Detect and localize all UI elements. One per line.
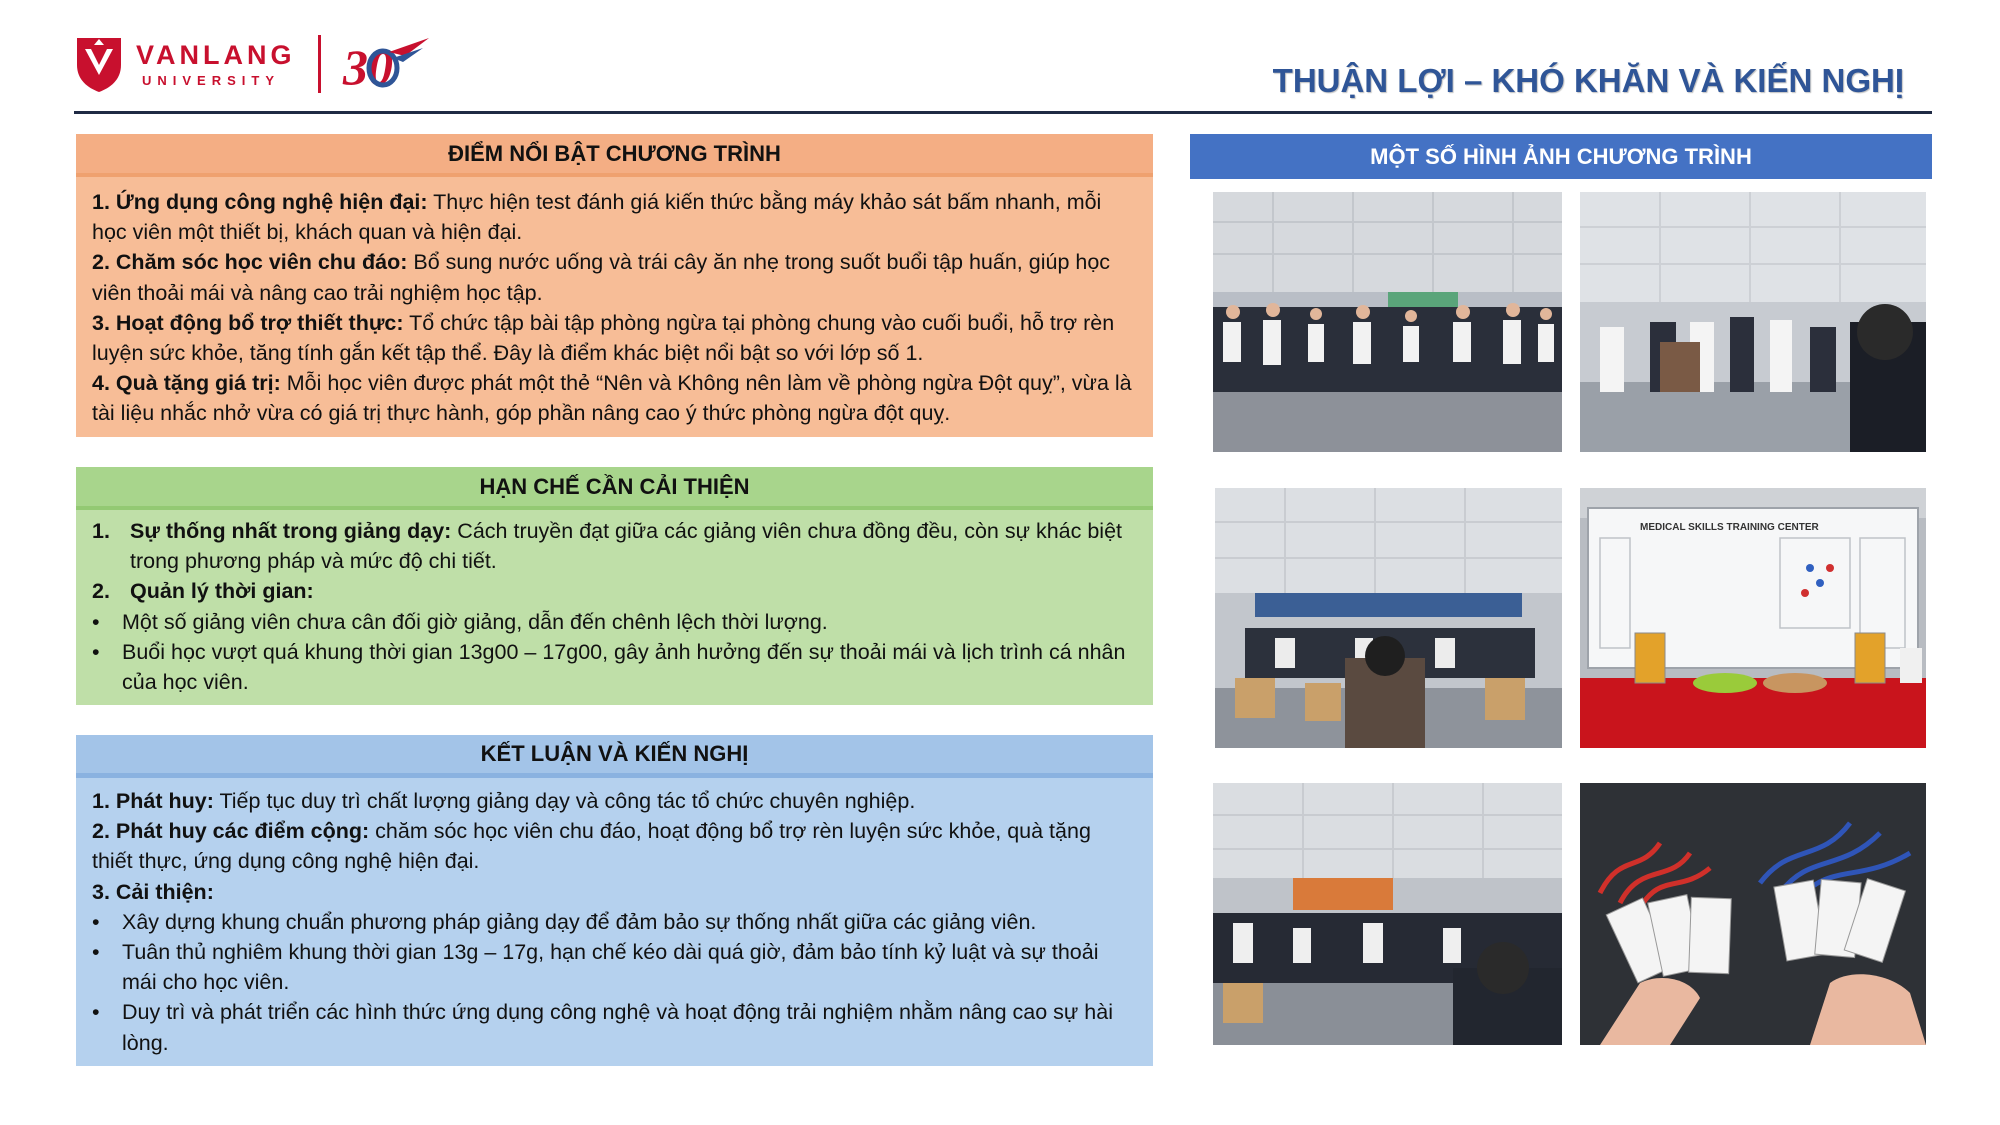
photo-seated-lecture — [1215, 488, 1562, 748]
bullet-glyph: • — [92, 639, 100, 664]
photo-whiteboard-snacks — [1580, 488, 1926, 748]
bullet-text: Duy trì và phát triển các hình thức ứng dụng công nghệ và hoạt động trải nghiệm nhằm nâng cao sự hài lòng. — [122, 1000, 1113, 1055]
highlights-heading: ĐIỂM NỔI BẬT CHƯƠNG TRÌNH — [76, 134, 1153, 177]
highlight-label: 3. Hoạt động bổ trợ thiết thực: — [92, 310, 404, 335]
logo-subname: UNIVERSITY — [142, 72, 281, 88]
conclusion-item — [92, 786, 1137, 816]
conclusion-item — [92, 816, 1137, 876]
limitation-item — [92, 576, 1137, 606]
bullet-glyph: • — [92, 609, 100, 634]
logo-name: VANLANG — [136, 39, 296, 70]
bullet-text: Buổi học vượt quá khung thời gian 13g00 – 17g00, gây ảnh hưởng đến sự thoải mái và lịch trình cá nhân của học viên. — [122, 639, 1126, 695]
conclusion-label: 2. Phát huy các điểm cộng: — [92, 819, 370, 844]
highlight-text: Thực hiện test đánh giá kiến thức bằng máy khảo sát bấm nhanh, mỗi học viên một thiết bị, khách quan và hiện đại. — [92, 190, 1102, 245]
bullet-glyph: • — [92, 940, 100, 965]
bullet-text: Tuân thủ nghiêm khung thời gian 13g – 17g, hạn chế kéo dài quá giờ, đảm bảo tính kỷ luật và sự thoải mái cho học viên. — [122, 940, 1099, 995]
conclusion-bullet — [92, 937, 1137, 997]
limitation-number: 2. — [92, 579, 110, 604]
bullet-glyph: • — [92, 909, 100, 934]
highlight-item — [92, 187, 1137, 247]
vanlang-logo — [74, 34, 431, 94]
logo-divider — [318, 35, 321, 93]
vanlang-shield-icon — [74, 35, 124, 93]
limitation-bullet — [92, 637, 1137, 697]
photo-exercise-room — [1580, 192, 1926, 452]
conclusion-heading: KẾT LUẬN VÀ KIẾN NGHỊ — [76, 735, 1153, 778]
highlights-body — [76, 177, 1153, 439]
anniversary-30-logo — [339, 34, 431, 94]
photo-prevention-cards — [1580, 783, 1926, 1045]
slide-title: THUẬN LỢI – KHÓ KHĂN VÀ KIẾN NGHỊ — [1272, 62, 1904, 99]
limitation-text: Cách truyền đạt giữa các giảng viên chưa đồng đều, còn sự khác biệt trong phương pháp và mức độ chi tiết. — [130, 519, 1122, 574]
highlight-label: 4. Quà tặng giá trị: — [92, 371, 281, 396]
bullet-text: Một số giảng viên chưa cân đối giờ giảng, dẫn đến chênh lệch thời lượng. — [122, 609, 828, 634]
highlight-text: Tổ chức tập bài tập phòng ngừa tại phòng chung vào cuối buổi, hỗ trợ rèn luyện sức khỏe, tăng tính gắn kết tập thể. Đây là điểm khác biệt nổi bật so với lớp số 1. — [92, 310, 1115, 366]
whiteboard-sign: MEDICAL SKILLS TRAINING CENTER — [1640, 522, 1819, 533]
limitation-label: Sự thống nhất trong giảng dạy: — [130, 519, 452, 543]
limitation-item — [92, 516, 1137, 576]
highlights-panel — [76, 134, 1153, 437]
limitations-body — [76, 510, 1153, 707]
conclusion-panel — [76, 735, 1153, 1066]
conclusion-text: Tiếp tục duy trì chất lượng giảng dạy và công tác tổ chức chuyên nghiệp. — [213, 789, 916, 813]
photo-group-hall — [1213, 192, 1562, 452]
photo-audience — [1213, 783, 1562, 1045]
limitation-label: Quản lý thời gian: — [130, 579, 314, 604]
conclusion-bullet — [92, 907, 1137, 937]
highlight-item — [92, 247, 1137, 307]
limitation-bullet — [92, 607, 1137, 637]
limitations-heading: HẠN CHẾ CẦN CẢI THIỆN — [76, 467, 1153, 510]
highlight-label: 2. Chăm sóc học viên chu đáo: — [92, 250, 408, 275]
highlight-item — [92, 368, 1137, 428]
anniversary-number: 30 — [342, 39, 393, 94]
conclusion-item — [92, 877, 1137, 907]
highlight-text: Mỗi học viên được phát một thẻ “Nên và Không nên làm về phòng ngừa Đột quỵ”, vừa là tài liệu nhắc nhở vừa có giá trị thực hành, góp phần nâng cao ý thức phòng ngừa đột quỵ. — [92, 371, 1132, 426]
bullet-text: Xây dựng khung chuẩn phương pháp giảng dạy để đảm bảo sự thống nhất giữa các giảng viên. — [122, 909, 1037, 934]
conclusion-label: 1. Phát huy: — [92, 789, 214, 813]
header-divider — [74, 111, 1932, 114]
limitation-number: 1. — [92, 519, 110, 543]
highlight-label: 1. Ứng dụng công nghệ hiện đại: — [92, 190, 428, 214]
conclusion-text: chăm sóc học viên chu đáo, hoạt động bổ trợ rèn luyện sức khỏe, quà tặng thiết thực, ứng dụng công nghệ hiện đại. — [92, 819, 1091, 874]
conclusion-bullet — [92, 997, 1137, 1057]
limitations-panel — [76, 467, 1153, 705]
bullet-glyph: • — [92, 1000, 100, 1025]
conclusion-label: 3. Cải thiện: — [92, 879, 214, 904]
conclusion-body — [76, 778, 1153, 1068]
highlight-item — [92, 308, 1137, 368]
highlight-text: Bổ sung nước uống và trái cây ăn nhẹ trong suốt buổi tập huấn, giúp học viên thoải mái và nâng cao trải nghiệm học tập. — [92, 250, 1111, 305]
photos-heading: MỘT SỐ HÌNH ẢNH CHƯƠNG TRÌNH — [1190, 134, 1932, 179]
